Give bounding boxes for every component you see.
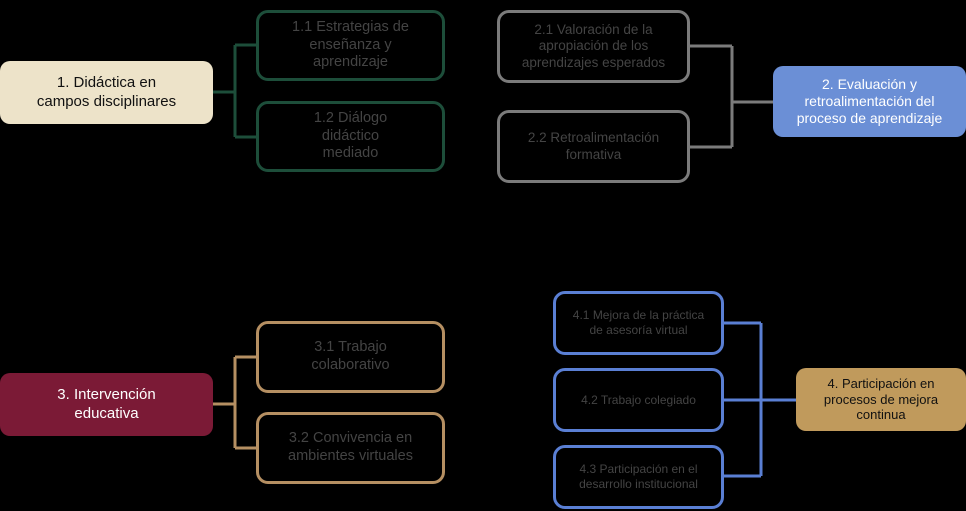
group-4-item-3: 4.3 Participación en el desarrollo institucional — [553, 445, 724, 509]
group-4-item-2: 4.2 Trabajo colegiado — [553, 368, 724, 432]
group-2-title: 2. Evaluación y retroalimentación del proceso de aprendizaje — [773, 66, 966, 137]
connector-group-4 — [723, 323, 797, 476]
group-2-item-2: 2.2 Retroalimentación formativa — [497, 110, 690, 183]
group-2-item-1: 2.1 Valoración de la apropiación de los aprendizajes esperados — [497, 10, 690, 83]
group-1-item-2: 1.2 Diálogo didáctico mediado — [256, 101, 445, 172]
group-3-title: 3. Intervención educativa — [0, 373, 213, 436]
group-1-title: 1. Didáctica en campos disciplinares — [0, 61, 213, 124]
group-3-item-2: 3.2 Convivencia en ambientes virtuales — [256, 412, 445, 484]
group-4-title: 4. Participación en procesos de mejora continua — [796, 368, 966, 431]
connector-group-2 — [689, 46, 774, 147]
group-1-item-1: 1.1 Estrategias de enseñanza y aprendizaje — [256, 10, 445, 81]
group-3-item-1: 3.1 Trabajo colaborativo — [256, 321, 445, 393]
connector-group-3 — [213, 357, 257, 448]
group-4-item-1: 4.1 Mejora de la práctica de asesoría virtual — [553, 291, 724, 355]
connector-group-1 — [213, 45, 257, 137]
